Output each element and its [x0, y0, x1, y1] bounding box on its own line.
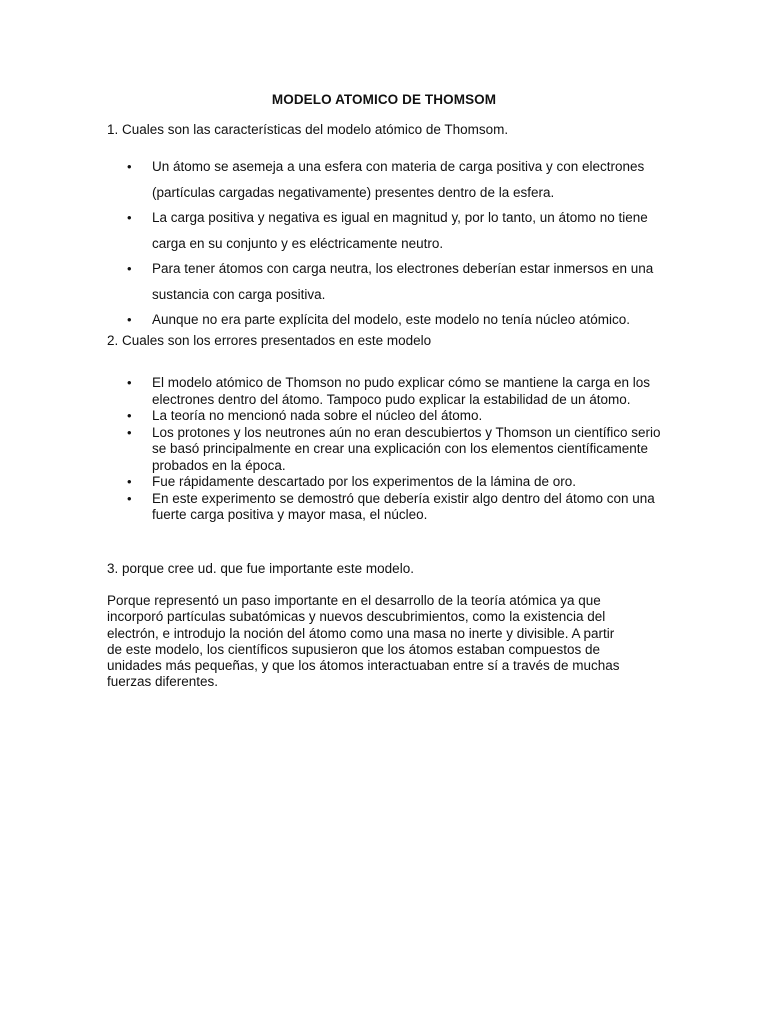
list-item-text: Aunque no era parte explícita del modelo, este modelo no tenía núcleo atómico. [152, 312, 631, 327]
list-item-text: Un átomo se asemeja a una esfera con materia de carga positiva y con electrones (partículas cargadas negativamente) presentes dentro de la esfera. [152, 159, 645, 200]
bullet-icon: • [127, 408, 132, 423]
list-item [0, 307, 662, 333]
list-item-text: Para tener átomos con carga neutra, los electrones deberían estar inmersos en una sustancia con carga positiva. [152, 261, 654, 302]
list-item [0, 408, 662, 425]
list-item-text: En este experimento se demostró que debería existir algo dentro del átomo con una fuerte carga positiva y mayor masa, el núcleo. [152, 490, 655, 522]
list-item [0, 154, 662, 205]
list-item-text: La carga positiva y negativa es igual en magnitud y, por lo tanto, un átomo no tiene carga en su conjunto y es eléctricamente neutro. [152, 210, 648, 251]
list-item [0, 205, 662, 256]
list-item [0, 474, 662, 491]
list-item-text: El modelo atómico de Thomson no pudo explicar cómo se mantiene la carga en los electrones dentro del átomo. Tampoco pudo explicar la estabilidad de un átomo. [152, 375, 651, 407]
bullet-icon: • [127, 375, 132, 390]
list-item [0, 425, 662, 475]
list-item-text: Los protones y los neutrones aún no eran descubiertos y Thomson un científico serio se basó principalmente en crear una explicación con los elementos científicamente probados en la época. [152, 424, 661, 473]
bullet-icon: • [127, 490, 132, 506]
answer-3-paragraph: Porque representó un paso importante en el desarrollo de la teoría atómica ya que incorporó partículas subatómicas y nuevos descubrimientos, como la existencia del electrón, e introdujo la noción del átomo como una masa no inerte y divisible. A partir de este modelo, los científicos supusieron que los átomos estaban compuestos de unidades más pequeñas, y que los átomos interactuaban entre sí a través de muchas fuerzas diferentes. [107, 593, 620, 690]
list-item-text: Fue rápidamente descartado por los experimentos de la lámina de oro. [152, 474, 576, 489]
list-item [0, 256, 662, 307]
characteristics-list [0, 154, 662, 333]
bullet-icon: • [127, 159, 132, 174]
bullet-icon: • [127, 210, 132, 225]
document-title: MODELO ATOMICO DE THOMSOM [271, 92, 497, 107]
question-2: 2. Cuales son los errores presentados en este modelo [107, 333, 432, 348]
bullet-icon: • [127, 312, 132, 327]
bullet-icon: • [127, 261, 132, 276]
list-item [0, 375, 662, 408]
question-1: 1. Cuales son las características del modelo atómico de Thomsom. [107, 122, 509, 137]
errors-list [0, 375, 662, 524]
list-item-text: La teoría no mencionó nada sobre el núcleo del átomo. [152, 408, 483, 423]
list-item [0, 491, 662, 524]
bullet-icon: • [127, 424, 132, 440]
bullet-icon: • [127, 474, 132, 489]
question-3: 3. porque cree ud. que fue importante este modelo. [107, 561, 414, 576]
